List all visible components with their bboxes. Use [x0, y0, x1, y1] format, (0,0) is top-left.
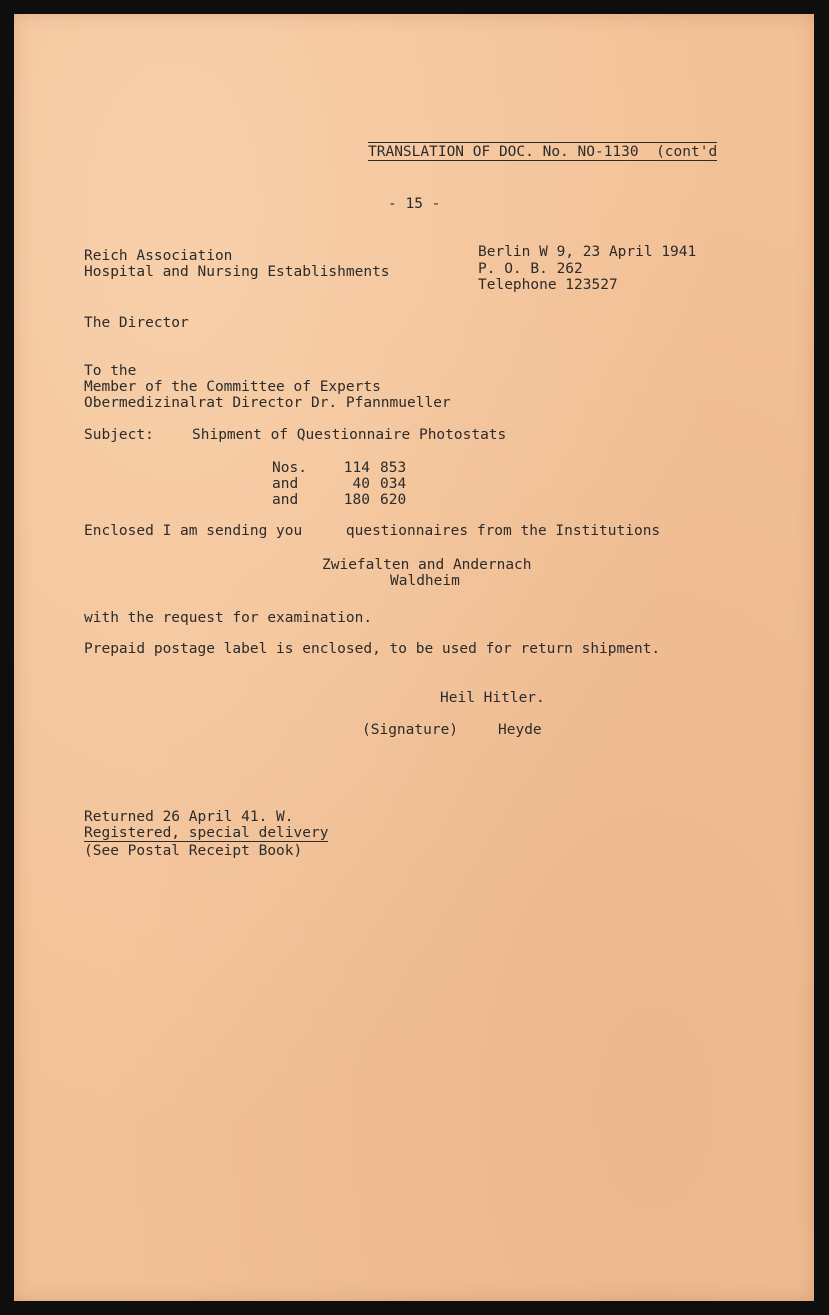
- telephone: Telephone 123527: [478, 277, 618, 293]
- document-heading: TRANSLATION OF DOC. No. NO-1130 (cont'd: [368, 144, 718, 160]
- numbers-row: [272, 476, 420, 492]
- numbers-second: 620: [380, 492, 407, 508]
- numbers-row: [272, 492, 420, 508]
- postage-line: Prepaid postage label is enclosed, to be used for return shipment.: [84, 641, 661, 657]
- photostat-numbers-table: [272, 460, 420, 508]
- footer-returned: Returned 26 April 41. W.: [84, 809, 294, 825]
- numbers-row: [272, 460, 420, 476]
- subject-label: Subject:: [84, 427, 154, 443]
- typewritten-document-sheet: [14, 14, 814, 1301]
- recipient-line-2: Member of the Committee of Experts: [84, 379, 381, 395]
- closing-salutation: Heil Hitler.: [440, 690, 545, 706]
- recipient-line-1: To the: [84, 363, 137, 379]
- sender-line-1: Reich Association: [84, 248, 233, 264]
- subject-text: Shipment of Questionnaire Photostats: [192, 427, 507, 443]
- post-office-box: P. O. B. 262: [478, 261, 583, 277]
- numbers-prefix: and: [272, 476, 299, 492]
- footer-registered: Registered, special delivery: [84, 825, 329, 841]
- body-line: Enclosed I am sending you questionnaires from the Institutions: [84, 523, 661, 539]
- numbers-first: 40: [352, 476, 370, 492]
- numbers-prefix: and: [272, 492, 299, 508]
- institutions-line-1: Zwiefalten and Andernach: [322, 557, 532, 573]
- place-date: Berlin W 9, 23 April 1941: [478, 244, 697, 260]
- request-line: with the request for examination.: [84, 610, 373, 626]
- signature-name: Heyde: [498, 722, 542, 738]
- recipient-line-3: Obermedizinalrat Director Dr. Pfannmueller: [84, 395, 451, 411]
- institutions-line-2: Waldheim: [390, 573, 460, 589]
- footer-receipt-book: (See Postal Receipt Book): [84, 843, 303, 859]
- numbers-first: 114: [343, 460, 370, 476]
- signature-label: (Signature): [362, 722, 459, 738]
- page-number: - 15 -: [388, 196, 441, 212]
- numbers-first: 180: [343, 492, 370, 508]
- numbers-second: 034: [380, 476, 407, 492]
- numbers-second: 853: [380, 460, 407, 476]
- sender-title: The Director: [84, 315, 189, 331]
- sender-line-2: Hospital and Nursing Establishments: [84, 264, 390, 280]
- numbers-prefix: Nos.: [272, 460, 307, 476]
